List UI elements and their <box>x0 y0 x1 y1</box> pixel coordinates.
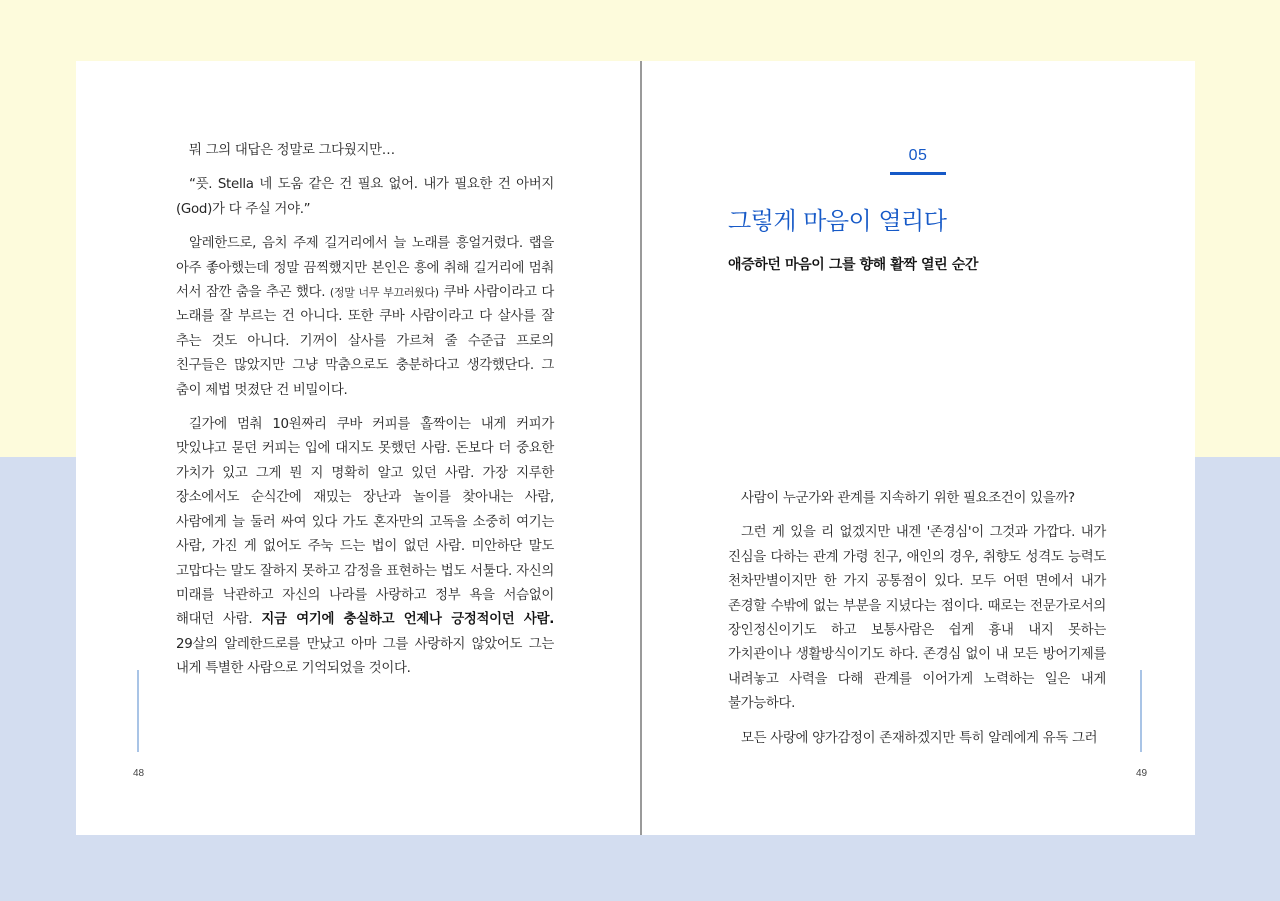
page-number: 49 <box>1136 768 1148 779</box>
chapter-number-underline <box>890 172 946 175</box>
right-page <box>642 61 1195 835</box>
chapter-title: 그렇게 마음이 열리다 <box>728 207 947 235</box>
paragraph: 사람이 누군가와 관계를 지속하기 위한 필요조건이 있을까? <box>741 491 1075 506</box>
paragraph: 모든 사랑에 양가감정이 존재하겠지만 특히 알레에게 유독 그러 <box>741 730 1098 746</box>
book-spread <box>76 61 1195 835</box>
chapter-subtitle: 애증하던 마음이 그를 향해 활짝 열린 순간 <box>728 257 978 273</box>
bold-emphasis: 지금 여기에 충실하고 언제나 긍정적이던 사람. <box>261 612 554 628</box>
chapter-number: 05 <box>908 147 928 164</box>
paragraph-text: 길가에 멈춰 10원짜리 쿠바 커피를 홀짝이는 내게 커피가 맛있냐고 묻던 커피는 입에 대지도 못했던 사람. 돈보다 더 중요한 가치가 있고 그게 뭔 지 명확히 알고 있던 사람. 가장 지루한 장소에서도 순식간에 재밌는 장난과 놀이를 찾아내는 사람, 사람에게 늘 둘러 싸여 있다 가도 혼자만의 고독을 소중히 여기는 사람, 가진 게 없어도 주눅 드는 법이 없던 사람. 미안하단 말도 고맙다는 말도 잘하지 못하고 감정을 표현하는 법도 서툴다. 자신의 미래를 낙관하고 자신의 나라를 사랑하고 정부 욕을 서슴없이 해대던 사람. <box>176 417 554 628</box>
paragraph-text: 쿠바 사람이라고 다 노래를 잘 부르는 건 아니다. 또한 쿠바 사람이라고 다 살사를 잘 추는 것도 아니다. 기꺼이 살사를 가르쳐 줄 수준급 프로의 친구들은 많았지만 그냥 막춤으로도 충분하다고 생각했단다. 그 춤이 제법 멋졌단 건 비밀이다. <box>176 285 554 398</box>
left-page <box>76 61 640 835</box>
page-number: 48 <box>133 768 145 779</box>
right-body-text <box>728 487 1106 761</box>
paragraph-text: 알레한드로, 음치 주제 길거리에서 늘 노래를 흥얼거렸다. 랩을 아주 좋아했는데 정말 끔찍했지만 본인은 흥에 취해 길거리에 멈춰 서서 잠깐 춤을 추곤 했다. <box>176 236 554 301</box>
paragraph: 뭐 그의 대답은 정말로 그다웠지만… <box>189 143 395 158</box>
paragraph: 그런 게 있을 리 없겠지만 내겐 '존경심'이 그것과 가깝다. 내가 진심을 다하는 관계 가령 친구, 애인의 경우, 취향도 성격도 능력도 천차만별이지만 한 가지 공통점이 있다. 모두 어떤 면에서 내가 존경할 수밖에 없는 부분을 지녔다는 점이다. 때로는 전문가로서의 장인정신이기도 하고 보통사람은 쉽게 흉내 내지 못하는 가치관이나 생활방식이기도 하다. 존경심 없이 내 모든 방어기제를 내려놓고 사력을 다해 관계를 이어가게 노력하는 일은 내게 불가능하다. <box>728 525 1106 712</box>
paragraph-text: 29살의 알레한드로를 만났고 아마 그를 사랑하지 않았어도 그는 내게 특별한 사람으로 기억되었을 것이다. <box>176 636 554 677</box>
margin-rule <box>137 670 139 752</box>
paragraph: “픗. Stella 네 도움 같은 건 필요 없어. 내가 필요한 건 아버지(God)가 다 주실 거야.” <box>176 177 554 217</box>
margin-rule <box>1140 670 1142 752</box>
aside-note: (정말 너무 부끄러웠다) <box>329 286 439 300</box>
paragraph <box>176 413 554 681</box>
left-body-text <box>176 139 554 692</box>
paragraph <box>176 232 554 403</box>
